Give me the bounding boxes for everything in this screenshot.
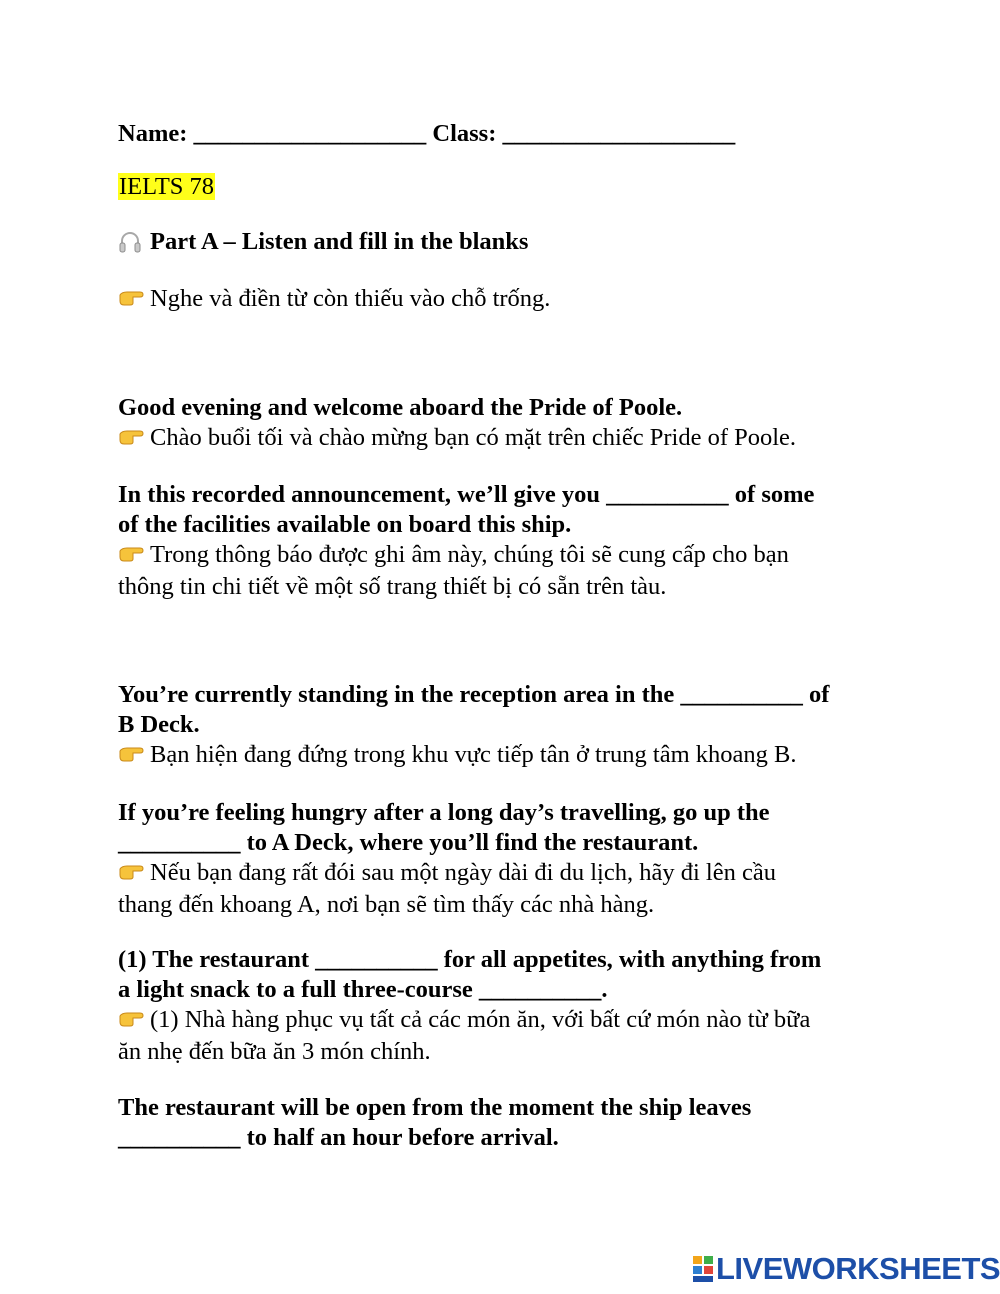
instruction-text: Nghe và điền từ còn thiếu vào chỗ trống. bbox=[150, 285, 551, 312]
vietnamese-translation-line bbox=[118, 1036, 431, 1067]
part-title bbox=[118, 226, 528, 257]
vietnamese-translation-line bbox=[118, 539, 789, 570]
pointing-hand-icon bbox=[118, 744, 144, 764]
english-sentence-line: You’re currently standing in the reception area in the __________ of bbox=[118, 681, 830, 708]
translation-text: ăn nhẹ đến bữa ăn 3 món chính. bbox=[118, 1038, 431, 1065]
english-sentence-line: a light snack to a full three-course __________. bbox=[118, 976, 608, 1003]
english-sentence-line: B Deck. bbox=[118, 711, 200, 738]
liveworksheets-logo bbox=[692, 1252, 1000, 1286]
english-sentence-line: The restaurant will be open from the moment the ship leaves bbox=[118, 1094, 752, 1121]
logo-icon bbox=[692, 1254, 714, 1284]
vietnamese-translation-line bbox=[118, 422, 796, 453]
translation-text: Nếu bạn đang rất đói sau một ngày dài đi du lịch, hãy đi lên cầu bbox=[150, 859, 776, 886]
translation-text: Bạn hiện đang đứng trong khu vực tiếp tân ở trung tâm khoang B. bbox=[150, 741, 797, 768]
english-sentence-line: Good evening and welcome aboard the Pride of Poole. bbox=[118, 394, 683, 421]
pointing-hand-icon bbox=[118, 544, 144, 564]
translation-text: thang đến khoang A, nơi bạn sẽ tìm thấy các nhà hàng. bbox=[118, 891, 655, 918]
english-sentence-line: If you’re feeling hungry after a long day’s travelling, go up the bbox=[118, 799, 770, 826]
instruction-line bbox=[118, 283, 550, 314]
english-sentence-line: of the facilities available on board this ship. bbox=[118, 511, 572, 538]
vietnamese-translation-line bbox=[118, 889, 654, 920]
translation-text: (1) Nhà hàng phục vụ tất cả các món ăn, với bất cứ món nào từ bữa bbox=[150, 1006, 811, 1033]
part-title-text: Part A – Listen and fill in the blanks bbox=[150, 228, 529, 255]
pointing-hand-icon bbox=[118, 427, 144, 447]
pointing-hand-icon bbox=[118, 288, 144, 308]
translation-text: thông tin chi tiết về một số trang thiết bị có sẵn trên tàu. bbox=[118, 573, 667, 600]
english-sentence-line: __________ to half an hour before arrival. bbox=[118, 1124, 559, 1151]
vietnamese-translation-line bbox=[118, 739, 796, 770]
english-sentence-line: __________ to A Deck, where you’ll find the restaurant. bbox=[118, 829, 699, 856]
name-class-line: Name: ___________________ Class: ___________________ bbox=[118, 120, 736, 147]
vietnamese-translation-line bbox=[118, 1004, 810, 1035]
english-sentence-line: (1) The restaurant __________ for all appetites, with anything from bbox=[118, 946, 822, 973]
vietnamese-translation-line bbox=[118, 571, 666, 602]
translation-text: Trong thông báo được ghi âm này, chúng tôi sẽ cung cấp cho bạn bbox=[150, 541, 789, 568]
headphones-icon bbox=[118, 231, 144, 251]
translation-text: Chào buổi tối và chào mừng bạn có mặt trên chiếc Pride of Poole. bbox=[150, 424, 797, 451]
pointing-hand-icon bbox=[118, 862, 144, 882]
level-badge-line bbox=[118, 171, 215, 202]
level-badge: IELTS 78 bbox=[119, 173, 215, 200]
english-sentence-line: In this recorded announcement, we’ll give you __________ of some bbox=[118, 481, 815, 508]
pointing-hand-icon bbox=[118, 1009, 144, 1029]
vietnamese-translation-line bbox=[118, 857, 776, 888]
logo-text: LIVEWORKSHEETS bbox=[716, 1251, 1000, 1286]
